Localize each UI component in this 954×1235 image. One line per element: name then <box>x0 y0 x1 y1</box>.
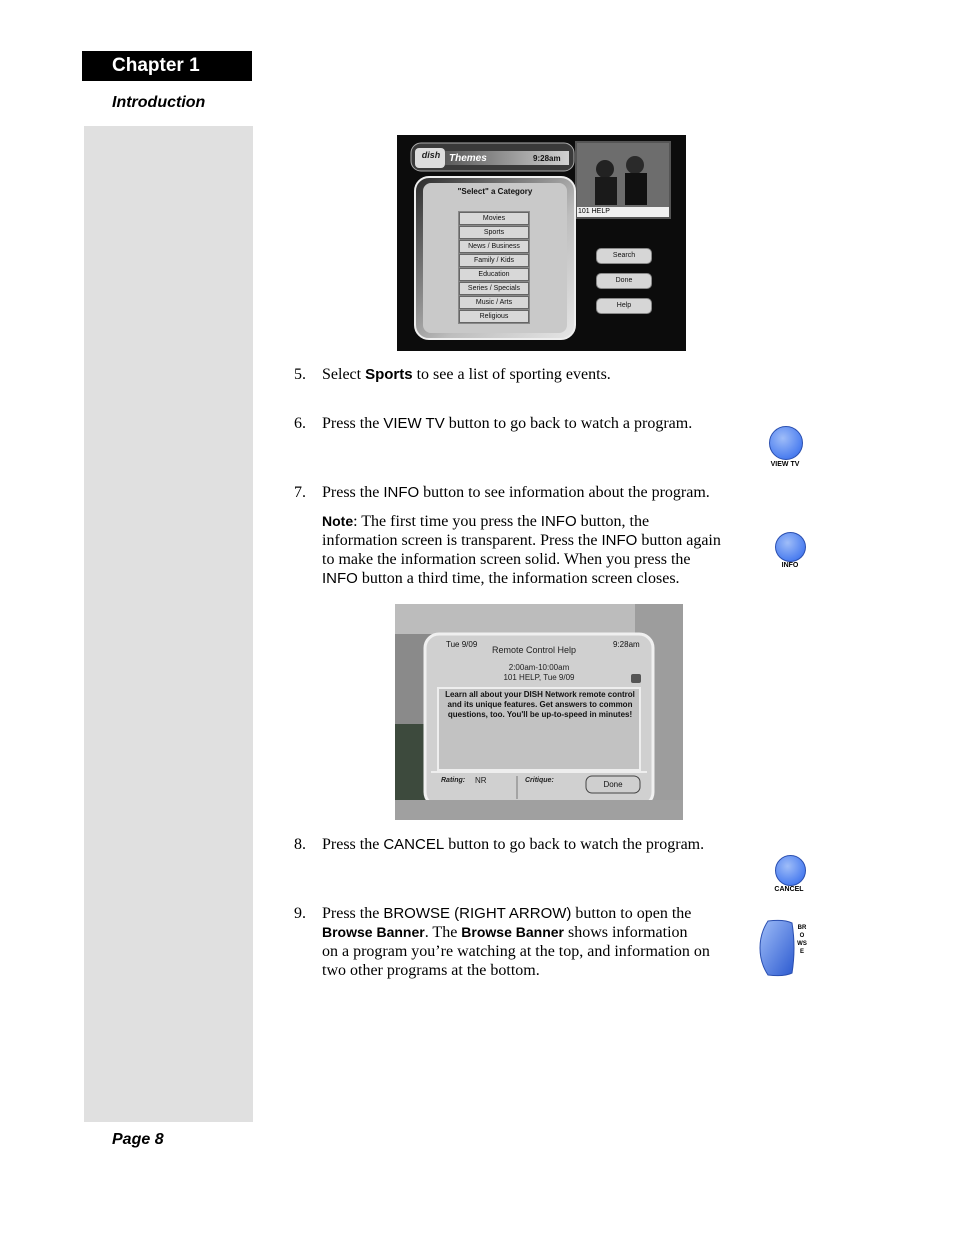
themes-search-button: Search <box>596 248 652 264</box>
note-paragraph: Note: The first time you press the INFO button, the information screen is transparent. Press the INFO button again to make the information screen solid. When you press the INFO button a third time, the information screen closes. <box>322 513 721 587</box>
themes-help-button: Help <box>596 298 652 314</box>
view-tv-label: VIEW TV <box>770 461 800 468</box>
themes-title: Themes <box>449 153 487 164</box>
section-title: Introduction <box>112 94 206 111</box>
category-item: Movies <box>459 212 529 225</box>
rating-value: NR <box>475 776 487 785</box>
step-number: 6. <box>294 415 306 432</box>
category-item: News / Business <box>459 240 529 253</box>
info-channel: 101 HELP, Tue 9/09 <box>503 673 575 682</box>
category-item: Sports <box>459 226 529 239</box>
category-item: Series / Specials <box>459 282 529 295</box>
cancel-label: CANCEL <box>774 886 804 893</box>
critique-label: Critique: <box>525 777 554 784</box>
info-title: Remote Control Help <box>492 645 577 655</box>
info-description: Learn all about your DISH Network remote control and its unique features. Get answers to common questions, too. You'll be up-to-speed in minutes! <box>445 690 635 719</box>
rating-label: Rating: <box>441 777 466 784</box>
step-number: 5. <box>294 366 306 383</box>
browse-remote-button-icon <box>758 917 798 979</box>
step-6 <box>294 414 754 434</box>
info-date: Tue 9/09 <box>446 640 478 649</box>
sidebar-band <box>84 126 253 1122</box>
category-item: Music / Arts <box>459 296 529 309</box>
page-number: Page 8 <box>112 1131 164 1148</box>
cancel-remote-button-icon <box>775 855 806 886</box>
info-done-button: Done <box>603 780 623 789</box>
step-text: Select Sports to see a list of sporting events. <box>322 366 611 383</box>
category-item: Family / Kids <box>459 254 529 267</box>
info-screenshot <box>395 604 683 820</box>
info-remote-button-icon <box>775 532 806 562</box>
step-number: 7. <box>294 484 306 501</box>
step-text: Press the INFO button to see information about the program. <box>322 484 710 501</box>
info-label: INFO <box>781 562 799 569</box>
themes-screenshot <box>397 135 686 351</box>
step-8 <box>294 835 754 855</box>
view-tv-remote-button-icon <box>769 426 803 460</box>
step-number: 9. <box>294 905 306 922</box>
themes-buttons <box>596 248 652 323</box>
step-text: Press the VIEW TV button to go back to watch a program. <box>322 415 693 432</box>
themes-done-button: Done <box>596 273 652 289</box>
step-text: Press the CANCEL button to go back to watch the program. <box>322 836 705 853</box>
info-slot: 2:00am-10:00am <box>508 663 570 672</box>
step-5 <box>294 365 754 385</box>
info-time: 9:28am <box>613 640 640 649</box>
category-prompt: "Select" a Category <box>457 187 533 196</box>
category-list <box>459 212 529 324</box>
step-number: 8. <box>294 836 306 853</box>
browse-label: BROWSE <box>797 925 807 955</box>
dish-logo: dish <box>421 150 441 160</box>
step-7 <box>294 483 754 503</box>
category-item: Religious <box>459 310 529 323</box>
step-text: Press the BROWSE (RIGHT ARROW) button to open the Browse Banner. The Browse Banner shows information on a program you’re watching at the top, and information on two other programs at the bottom. <box>322 905 710 979</box>
themes-channel: 101 HELP <box>578 208 610 215</box>
themes-time: 9:28am <box>533 154 561 163</box>
chapter-tab: Chapter 1 <box>82 51 252 81</box>
category-item: Education <box>459 268 529 281</box>
